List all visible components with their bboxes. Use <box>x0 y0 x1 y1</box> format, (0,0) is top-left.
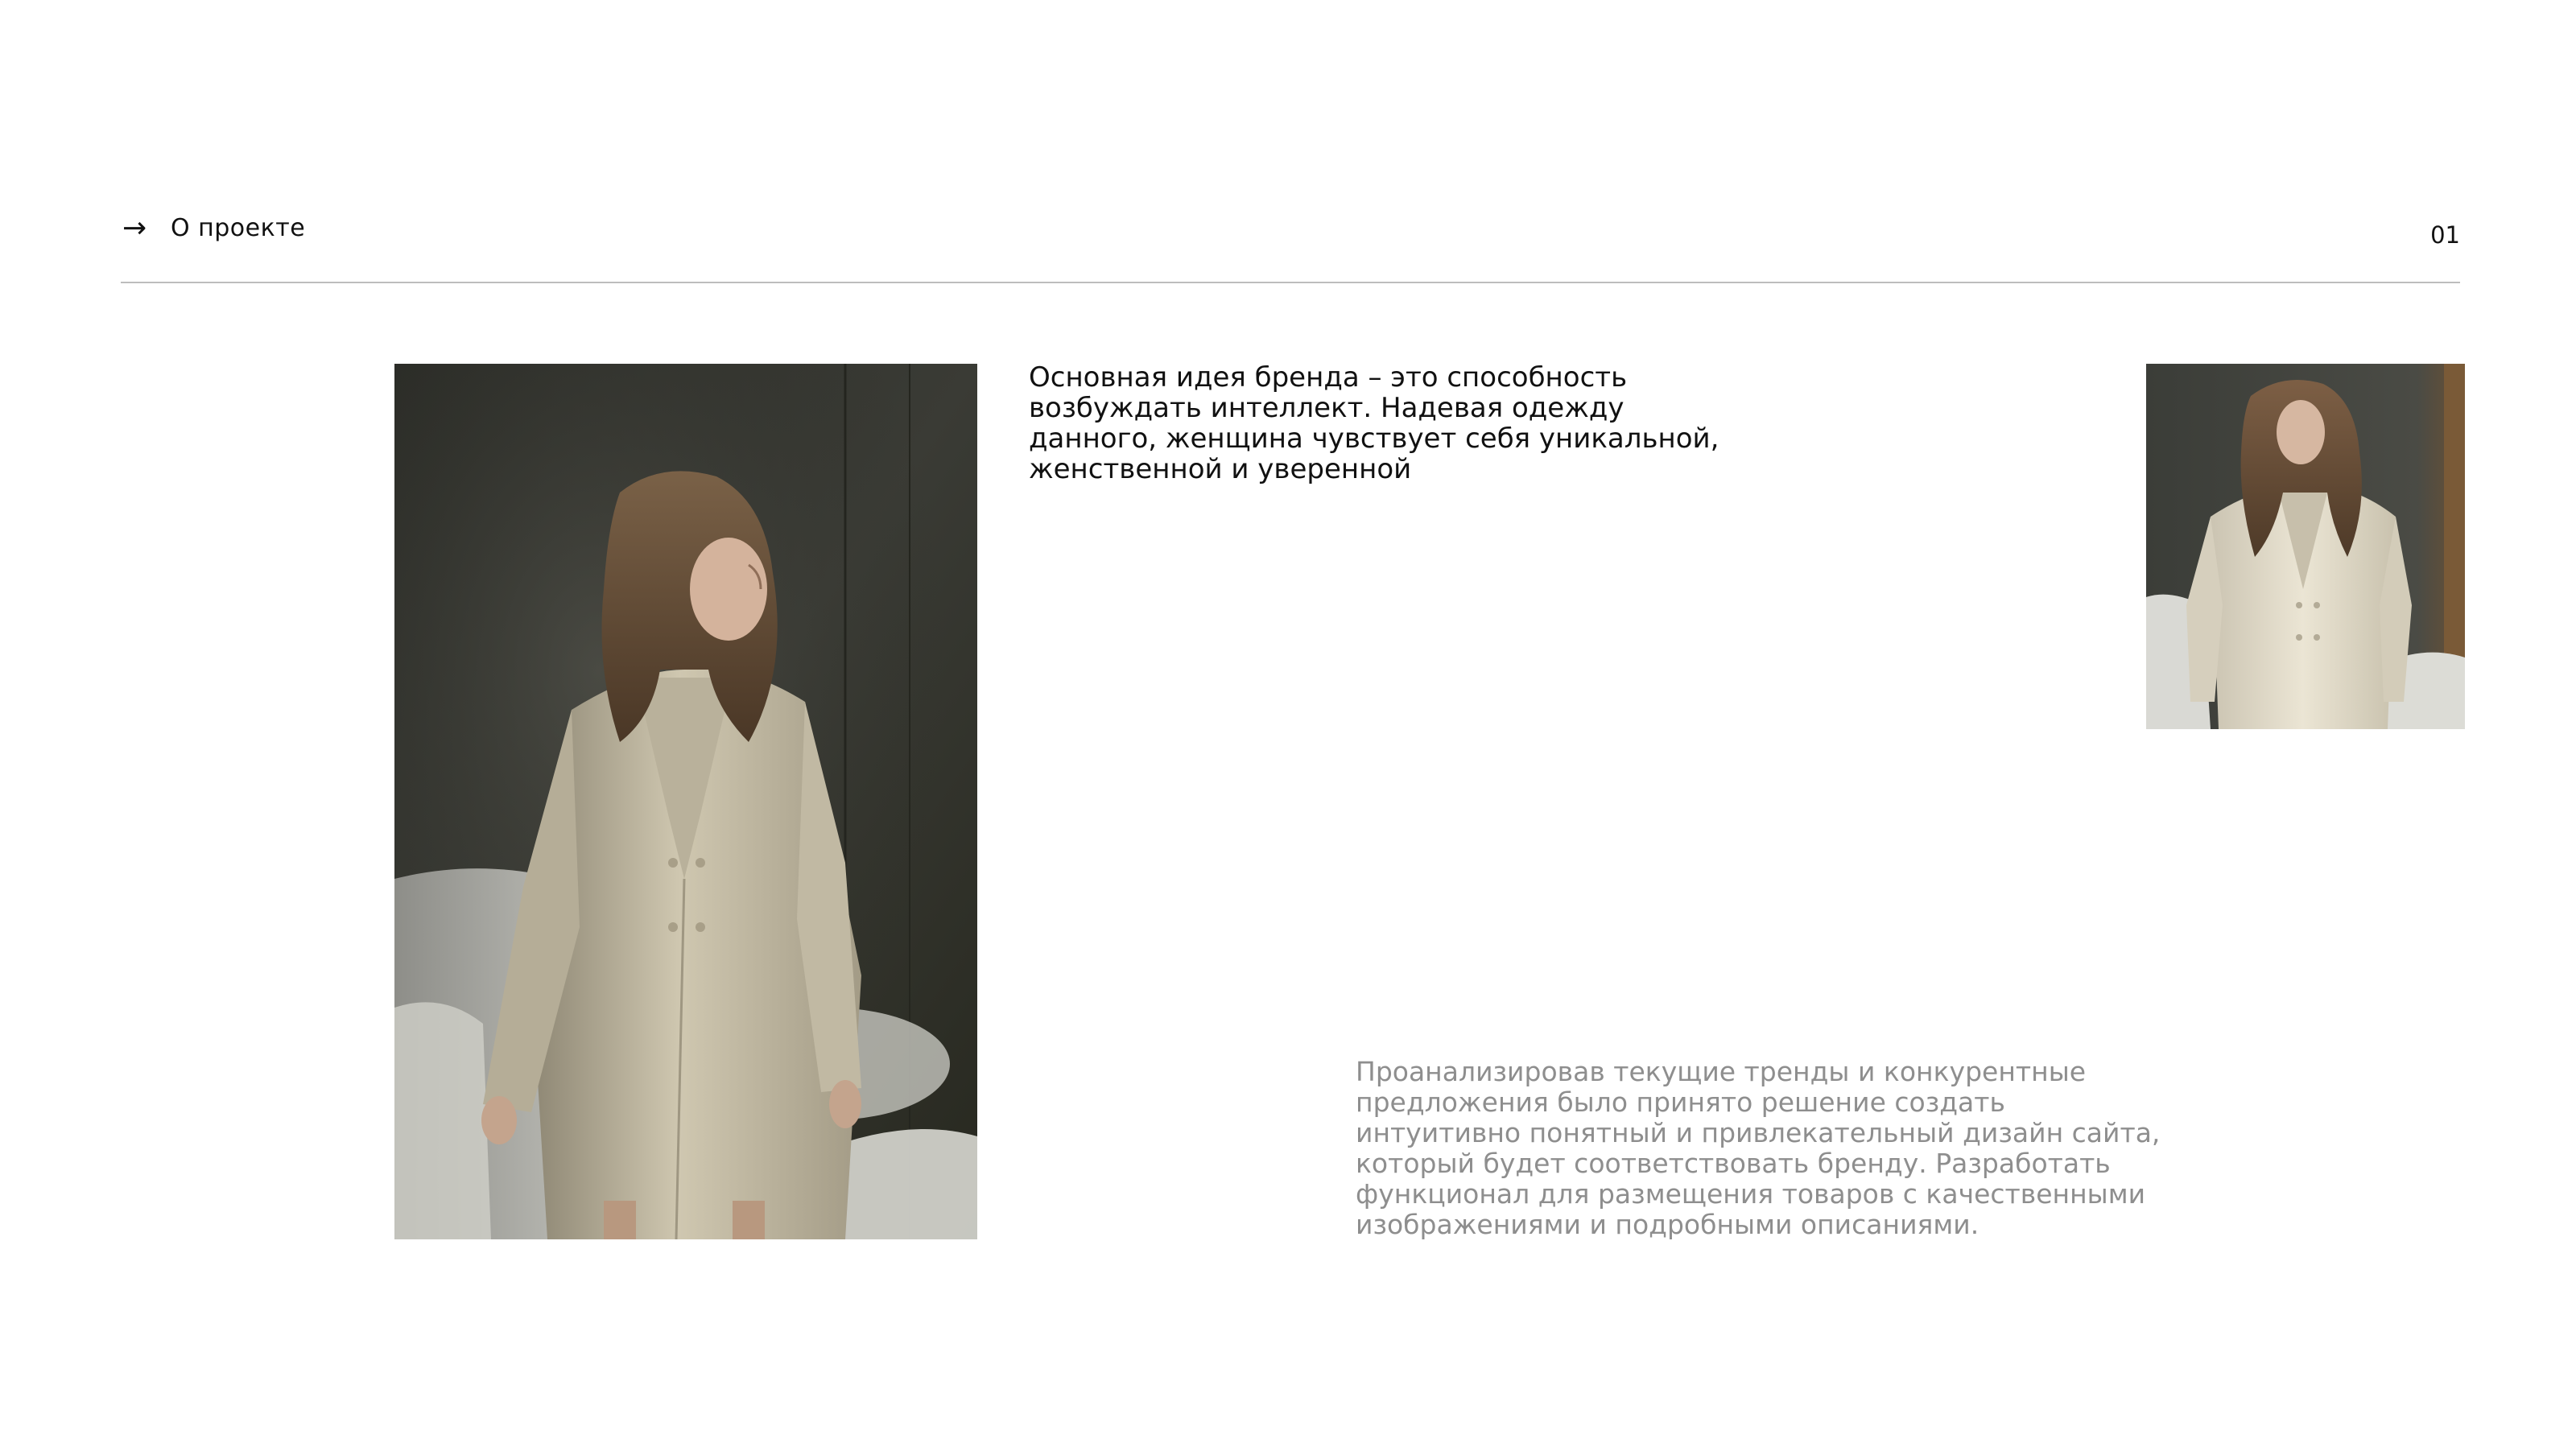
arrow-right-icon: → <box>122 212 147 245</box>
header-divider <box>121 282 2460 283</box>
model-photo-large <box>394 364 977 1239</box>
model-photo-small-image <box>2146 364 2465 729</box>
model-photo-small <box>2146 364 2465 729</box>
section-title: О проекте <box>171 214 306 242</box>
model-photo-large-image <box>394 364 977 1239</box>
brand-idea-text: Основная идея бренда – это способность возбуждать интеллект. Надевая одежду данного, женщина чувствует себя уникальной, женственной и уверенной <box>1029 361 1719 485</box>
page-number: 01 <box>2430 221 2460 249</box>
project-description-text: Проанализировав текущие тренды и конкурентные предложения было принято решение создать интуитивно понятный и привлекательный дизайн сайта, который будет соответствовать бренду. Разработать функционал для размещения товаров с качественными изображениями и подробными описаниями. <box>1356 1056 2161 1240</box>
